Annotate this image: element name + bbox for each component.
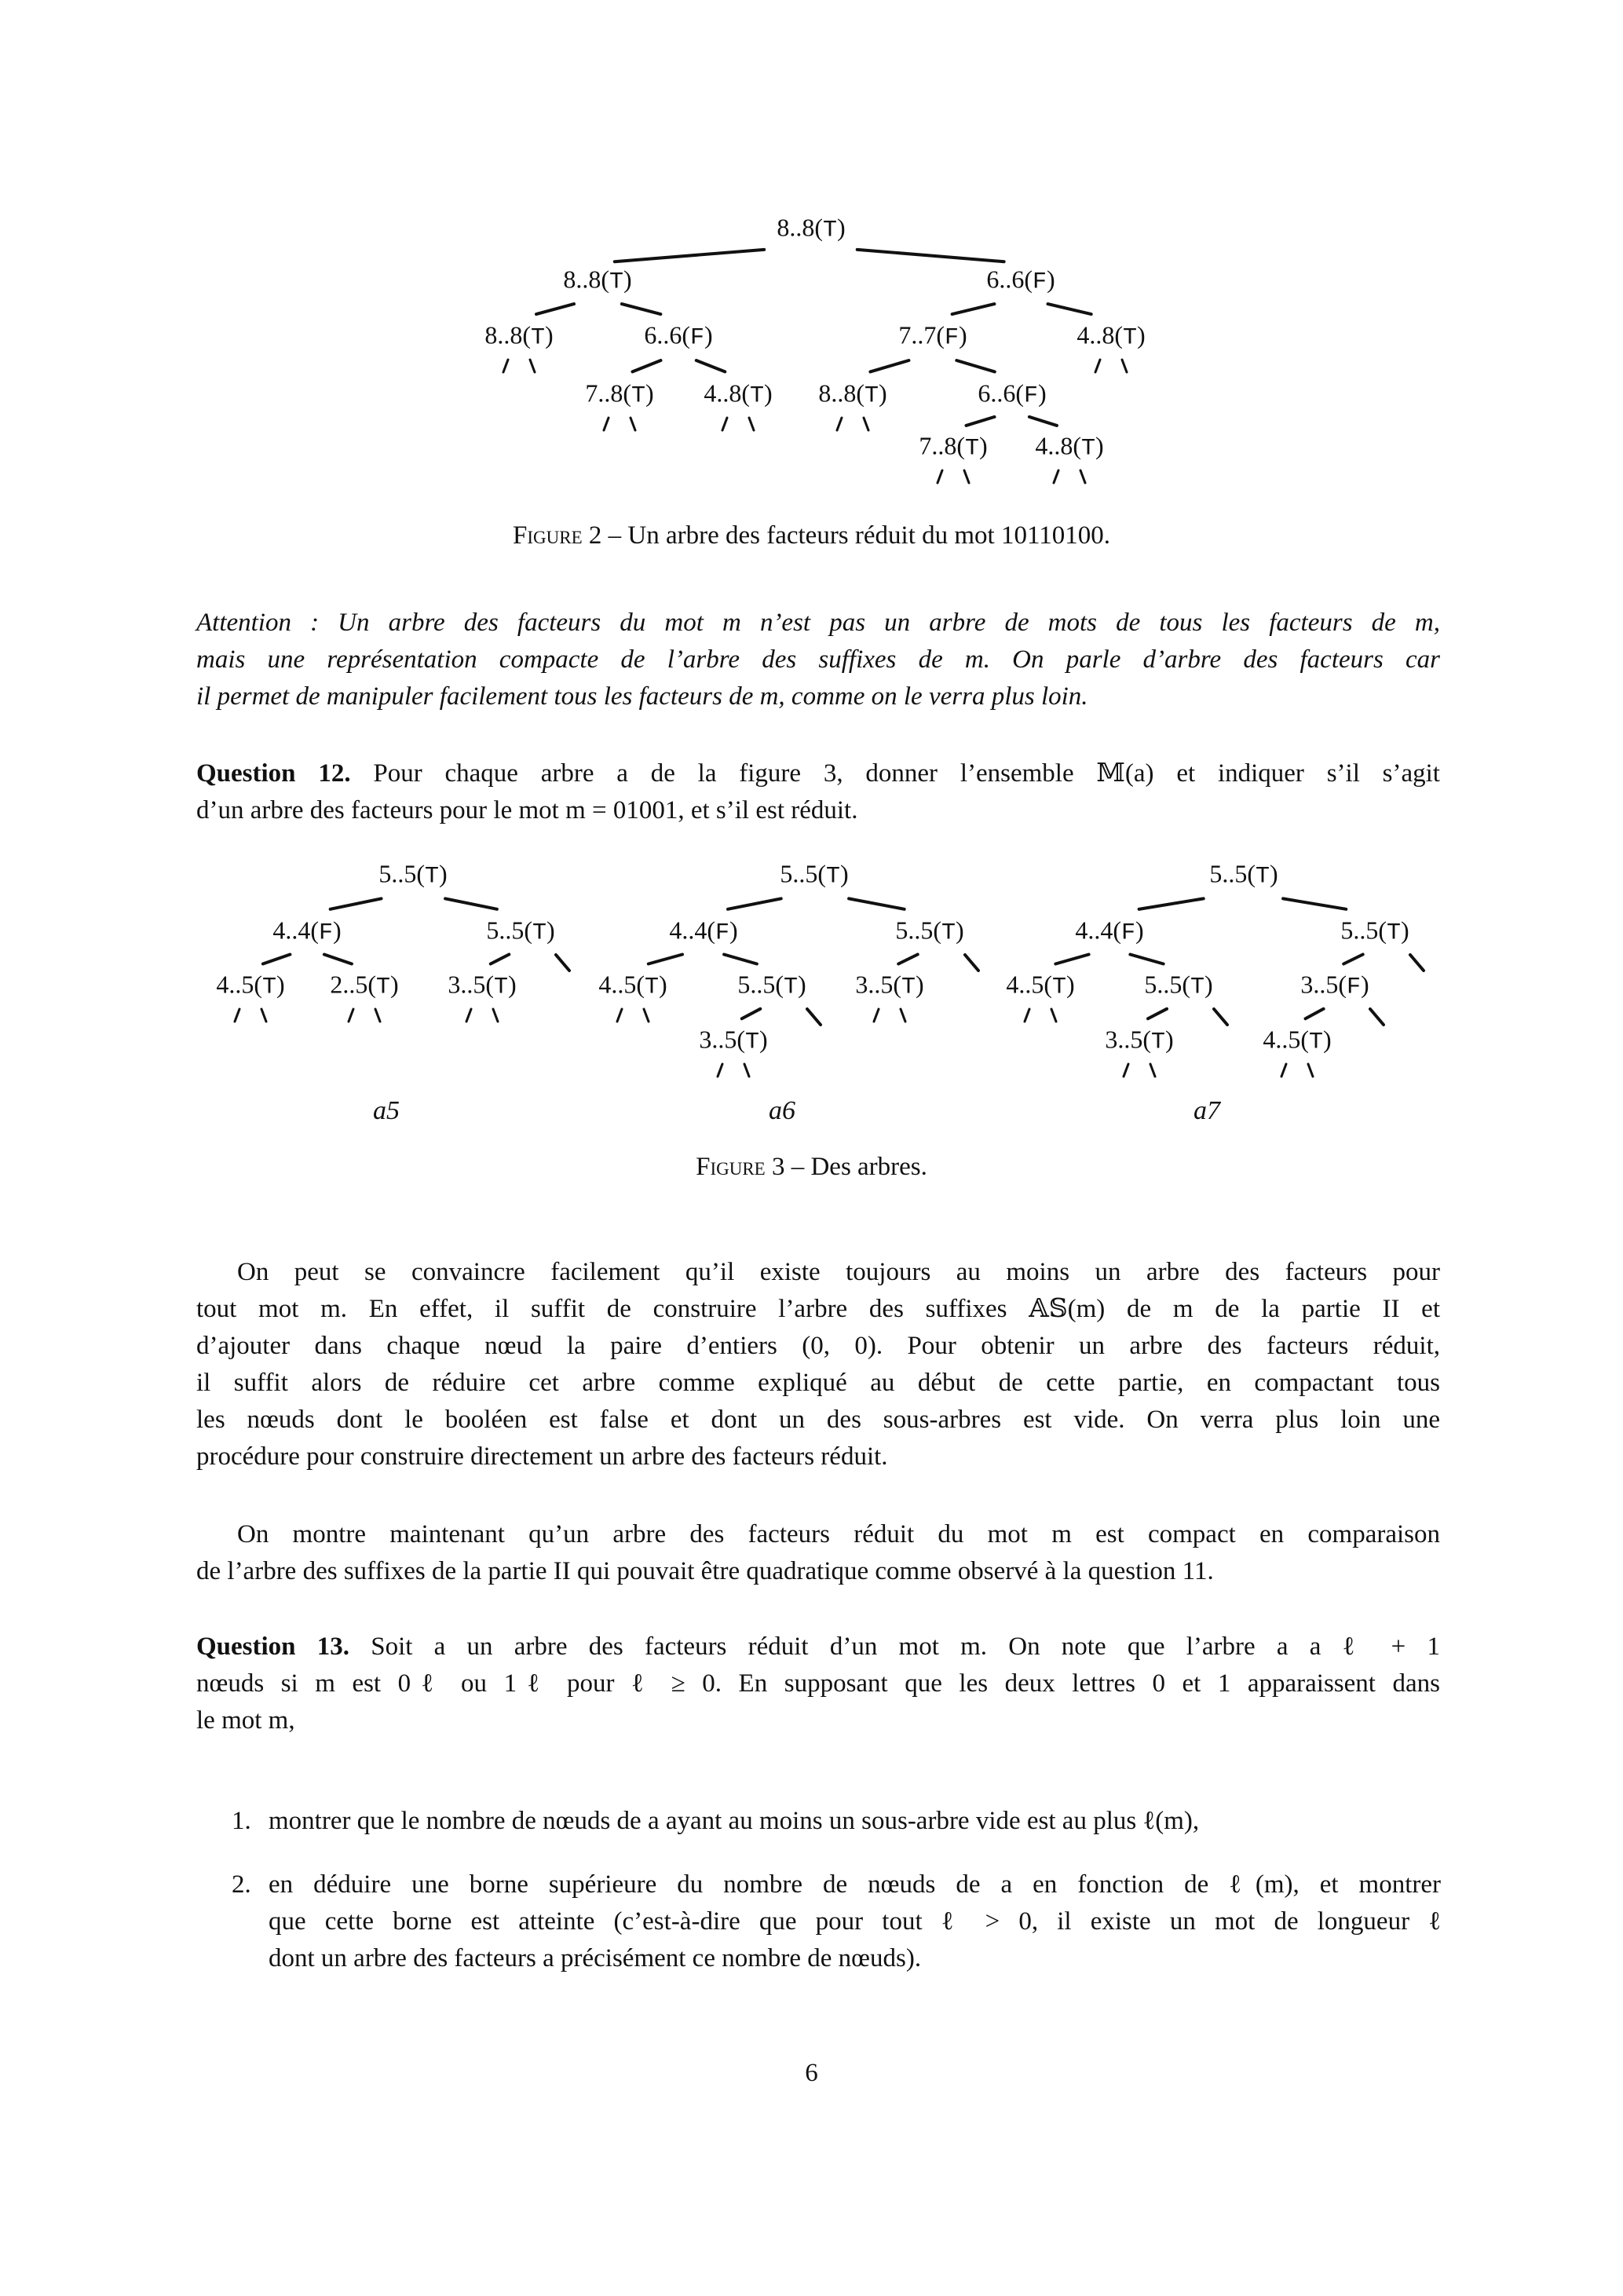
node-flag: ( F ) xyxy=(1338,974,1369,1001)
empty-subtree-stub xyxy=(1025,1009,1029,1022)
tree-node xyxy=(669,916,737,947)
node-flag: ( T ) xyxy=(1142,1029,1173,1056)
node-flag: ( F ) xyxy=(1024,269,1055,296)
empty-subtree-stub xyxy=(1281,1064,1286,1077)
empty-subtree-stub xyxy=(556,955,569,971)
text-line: dont un arbre des facteurs a précisément ce nombre de nœuds). xyxy=(269,1944,922,1972)
tree-edge xyxy=(1029,417,1057,426)
tree-node xyxy=(737,971,806,1001)
node-range: 4..5 xyxy=(1006,970,1044,999)
tree-node xyxy=(777,214,845,244)
tree-edge xyxy=(263,955,291,964)
node-flag: ( T ) xyxy=(956,436,987,462)
tree-edge xyxy=(331,898,382,909)
node-flag: ( T ) xyxy=(1182,974,1212,1001)
tree-edge xyxy=(1055,955,1088,964)
tree-node xyxy=(818,379,886,410)
tree-edge xyxy=(724,955,757,964)
tree-node xyxy=(448,971,516,1001)
list-number: 1. xyxy=(232,1807,251,1835)
tree-edge xyxy=(633,360,661,371)
text-line: procédure pour construire directement un arbre des facteurs réduit. xyxy=(196,1442,888,1471)
empty-subtree-stub xyxy=(1051,1009,1056,1022)
text-line: de l’arbre des suffixes de la partie II qui pouvait être quadratique comme observé à la question 11. xyxy=(196,1557,1214,1585)
node-range: 3..5 xyxy=(855,970,894,999)
node-range: 4..5 xyxy=(598,970,637,999)
tree-edge xyxy=(857,250,1004,261)
tree-node xyxy=(919,432,987,462)
empty-subtree-stub xyxy=(631,418,635,430)
question-label: Question 12. xyxy=(196,759,351,788)
node-range: 6..6 xyxy=(644,320,682,349)
node-range: 3..5 xyxy=(1105,1025,1143,1054)
empty-subtree-stub xyxy=(964,470,969,483)
tree-node xyxy=(1105,1026,1173,1056)
node-flag: ( F ) xyxy=(1113,920,1143,947)
node-flag: ( F ) xyxy=(707,920,737,947)
tree-edge xyxy=(952,304,995,314)
node-flag: ( F ) xyxy=(936,325,967,352)
empty-subtree-stub xyxy=(1080,470,1085,483)
attention-note xyxy=(196,605,1440,715)
tree-node xyxy=(898,321,967,352)
node-range: 4..4 xyxy=(1075,916,1113,945)
question-12 xyxy=(196,755,1440,829)
empty-subtree-stub xyxy=(1410,955,1424,971)
tree-edge xyxy=(898,955,917,964)
node-range: 5..5 xyxy=(378,859,417,888)
node-flag: ( T ) xyxy=(814,218,845,244)
empty-subtree-stub xyxy=(503,360,508,372)
tree-edge xyxy=(1048,304,1091,314)
node-flag: ( T ) xyxy=(524,920,554,947)
tree-edge xyxy=(967,417,995,426)
node-flag: ( F ) xyxy=(682,325,712,352)
empty-subtree-stub xyxy=(749,418,754,430)
empty-subtree-stub xyxy=(1150,1064,1155,1077)
question-label: Question 13. xyxy=(196,1632,349,1661)
node-range: 8..8 xyxy=(818,378,857,408)
tree-edge xyxy=(622,304,660,314)
tree-node xyxy=(699,1026,767,1056)
tree-edge xyxy=(849,898,905,909)
node-range: 8..8 xyxy=(777,213,815,242)
empty-subtree-stub xyxy=(1122,360,1127,372)
node-range: 7..8 xyxy=(585,378,623,408)
node-flag: ( T ) xyxy=(636,974,667,1001)
tree-label-a5: a5 xyxy=(373,1096,400,1125)
node-range: 3..5 xyxy=(1300,970,1339,999)
tree-node xyxy=(216,971,284,1001)
figure-3-caption xyxy=(0,1153,1623,1182)
tree-edge xyxy=(536,304,574,314)
tree-edge xyxy=(1306,1009,1324,1018)
tree-edge xyxy=(1148,1009,1167,1018)
node-range: 8..8 xyxy=(563,265,601,294)
node-flag: ( T ) xyxy=(1247,864,1278,890)
node-range: 8..8 xyxy=(484,320,523,349)
tree-label-a7: a7 xyxy=(1193,1096,1220,1125)
node-flag: ( T ) xyxy=(737,1029,767,1056)
node-range: 2..5 xyxy=(330,970,368,999)
empty-subtree-stub xyxy=(375,1009,380,1022)
tree-edge xyxy=(1130,955,1163,964)
text-line: nœuds si m est 0ℓ ou 1ℓ pour ℓ ≥ 0. En supposant que les deux lettres 0 et 1 apparaissent dans xyxy=(196,1669,1440,1698)
node-range: 5..5 xyxy=(737,970,776,999)
empty-subtree-stub xyxy=(807,1009,821,1025)
tree-node xyxy=(986,265,1055,296)
node-range: 6..6 xyxy=(978,378,1016,408)
tree-node xyxy=(1077,321,1145,352)
tree-node xyxy=(978,379,1046,410)
node-flag: ( F ) xyxy=(1015,383,1046,410)
empty-subtree-stub xyxy=(1124,1064,1128,1077)
figure-3-label: Figure 3 xyxy=(696,1153,785,1181)
text-line: les nœuds dont le booléen est false et dont un des sous-arbres est vide. On verra plus loin une xyxy=(196,1406,1440,1434)
tree-label-a6: a6 xyxy=(769,1096,795,1125)
empty-subtree-stub xyxy=(718,1064,722,1077)
empty-subtree-stub xyxy=(466,1009,471,1022)
tree-node xyxy=(1075,916,1143,947)
node-flag: ( T ) xyxy=(1073,436,1103,462)
node-range: 4..5 xyxy=(1263,1025,1301,1054)
tree-edge xyxy=(728,898,781,909)
node-flag: ( T ) xyxy=(522,325,553,352)
paragraph-1 xyxy=(196,1254,1440,1475)
tree-node xyxy=(598,971,667,1001)
empty-subtree-stub xyxy=(1370,1009,1384,1025)
node-flag: ( T ) xyxy=(1300,1029,1331,1056)
tree-edge xyxy=(491,955,510,964)
text-line: mais une représentation compacte de l’arbre des suffixes de m. On parle d’arbre des facteurs car xyxy=(196,645,1440,674)
empty-subtree-stub xyxy=(901,1009,905,1022)
tree-edge xyxy=(324,955,352,964)
figure-3-caption-text: – Des arbres. xyxy=(784,1153,927,1181)
text-line: d’ajouter dans chaque nœud la paire d’entiers (0, 0). Pour obtenir un arbre des facteurs réduit, xyxy=(196,1332,1440,1360)
tree-edge xyxy=(696,360,725,371)
node-flag: ( T ) xyxy=(623,383,653,410)
empty-subtree-stub xyxy=(349,1009,353,1022)
node-range: 7..8 xyxy=(919,431,957,460)
tree-edge xyxy=(649,955,682,964)
tree-node xyxy=(330,971,398,1001)
node-range: 4..8 xyxy=(704,378,742,408)
tree-node xyxy=(272,916,341,947)
tree-node xyxy=(1035,432,1103,462)
text-line: Pour chaque arbre a de la figure 3, donner l’ensemble 𝕄(a) et indiquer s’il s’agit xyxy=(350,759,1440,788)
text-line: Soit a un arbre des facteurs réduit d’un mot m. On note que l’arbre a a ℓ + 1 xyxy=(349,1632,1440,1661)
tree-edge xyxy=(445,898,497,909)
node-flag: ( T ) xyxy=(856,383,886,410)
empty-subtree-stub xyxy=(1308,1064,1313,1077)
empty-subtree-stub xyxy=(235,1009,239,1022)
tree-node xyxy=(1144,971,1212,1001)
text-line: il permet de manipuler facilement tous les facteurs de m, comme on le verra plus loin. xyxy=(196,682,1088,711)
node-range: 5..5 xyxy=(1340,916,1379,945)
empty-subtree-stub xyxy=(1054,470,1058,483)
text-line: tout mot m. En effet, il suffit de construire l’arbre des suffixes 𝔸𝕊(m) de m de la partie II et xyxy=(196,1295,1440,1323)
node-flag: ( T ) xyxy=(416,864,447,890)
node-range: 6..6 xyxy=(986,265,1025,294)
node-flag: ( T ) xyxy=(933,920,963,947)
question-13 xyxy=(196,1629,1440,1739)
node-flag: ( F ) xyxy=(310,920,341,947)
empty-subtree-stub xyxy=(1095,360,1100,372)
figure-2-label: Figure 2 xyxy=(513,521,602,550)
node-flag: ( T ) xyxy=(817,864,848,890)
tree-node xyxy=(1300,971,1369,1001)
tree-node xyxy=(1209,860,1278,890)
tree-edge xyxy=(1139,898,1204,909)
figure-2-caption-text: – Un arbre des facteurs réduit du mot 10110100. xyxy=(601,521,1110,550)
node-flag: ( T ) xyxy=(1378,920,1409,947)
tree-edge xyxy=(956,360,994,371)
text-line: le mot m, xyxy=(196,1706,295,1735)
node-range: 5..5 xyxy=(895,916,934,945)
tree-node xyxy=(895,916,963,947)
node-flag: ( T ) xyxy=(601,269,631,296)
node-range: 5..5 xyxy=(1144,970,1183,999)
text-line: en déduire une borne supérieure du nombre de nœuds de a en fonction de ℓ(m), et montrer xyxy=(269,1870,1441,1899)
list-number: 2. xyxy=(232,1870,251,1899)
tree-edge xyxy=(870,360,908,371)
tree-node xyxy=(486,916,554,947)
node-range: 4..4 xyxy=(272,916,311,945)
tree-node xyxy=(1340,916,1409,947)
node-range: 5..5 xyxy=(780,859,818,888)
node-range: 3..5 xyxy=(448,970,486,999)
empty-subtree-stub xyxy=(744,1064,749,1077)
tree-node xyxy=(644,321,712,352)
figure-2-caption xyxy=(0,521,1623,550)
node-range: 4..8 xyxy=(1035,431,1073,460)
text-line: montrer que le nombre de nœuds de a ayant au moins un sous-arbre vide est au plus ℓ(m), xyxy=(269,1807,1200,1835)
empty-subtree-stub xyxy=(837,418,842,430)
node-flag: ( T ) xyxy=(775,974,806,1001)
tree-node xyxy=(585,379,653,410)
empty-subtree-stub xyxy=(874,1009,879,1022)
tree-node xyxy=(1006,971,1074,1001)
node-flag: ( T ) xyxy=(1114,325,1145,352)
empty-subtree-stub xyxy=(864,418,868,430)
node-flag: ( T ) xyxy=(1044,974,1074,1001)
node-flag: ( T ) xyxy=(741,383,772,410)
text-line: que cette borne est atteinte (c’est-à-dire que pour tout ℓ > 0, il existe un mot de longueur ℓ xyxy=(269,1907,1441,1936)
tree-edge xyxy=(742,1009,761,1018)
tree-edge xyxy=(1283,898,1346,909)
tree-edge xyxy=(1343,955,1362,964)
node-range: 4..8 xyxy=(1077,320,1115,349)
empty-subtree-stub xyxy=(604,418,609,430)
text-line: On montre maintenant qu’un arbre des facteurs réduit du mot m est compact en comparaison xyxy=(237,1520,1440,1548)
empty-subtree-stub xyxy=(644,1009,649,1022)
node-flag: ( T ) xyxy=(367,974,398,1001)
tree-node xyxy=(704,379,772,410)
tree-node xyxy=(484,321,553,352)
empty-subtree-stub xyxy=(530,360,535,372)
node-range: 3..5 xyxy=(699,1025,737,1054)
node-range: 4..5 xyxy=(216,970,254,999)
paragraph-2 xyxy=(196,1516,1440,1590)
node-range: 4..4 xyxy=(669,916,707,945)
empty-subtree-stub xyxy=(1214,1009,1227,1025)
page-number: 6 xyxy=(805,2059,818,2087)
node-flag: ( T ) xyxy=(893,974,923,1001)
tree-node xyxy=(855,971,923,1001)
empty-subtree-stub xyxy=(938,470,942,483)
tree-node xyxy=(780,860,848,890)
empty-subtree-stub xyxy=(965,955,978,971)
empty-subtree-stub xyxy=(617,1009,622,1022)
empty-subtree-stub xyxy=(722,418,727,430)
empty-subtree-stub xyxy=(261,1009,266,1022)
text-line: Attention : Un arbre des facteurs du mot m n’est pas un arbre de mots de tous les facteurs de m, xyxy=(196,609,1440,637)
node-range: 7..7 xyxy=(898,320,937,349)
tree-node xyxy=(563,265,631,296)
empty-subtree-stub xyxy=(493,1009,498,1022)
node-flag: ( T ) xyxy=(485,974,516,1001)
text-line: On peut se convaincre facilement qu’il existe toujours au moins un arbre des facteurs pour xyxy=(237,1258,1440,1286)
node-flag: ( T ) xyxy=(254,974,284,1001)
tree-edge xyxy=(615,250,764,261)
tree-node xyxy=(378,860,447,890)
tree-node xyxy=(1263,1026,1331,1056)
node-range: 5..5 xyxy=(1209,859,1248,888)
text-line: il suffit alors de réduire cet arbre comme expliqué au début de cette partie, en compactant tous xyxy=(196,1369,1440,1397)
node-range: 5..5 xyxy=(486,916,525,945)
text-line: d’un arbre des facteurs pour le mot m = 01001, et s’il est réduit. xyxy=(196,796,858,824)
